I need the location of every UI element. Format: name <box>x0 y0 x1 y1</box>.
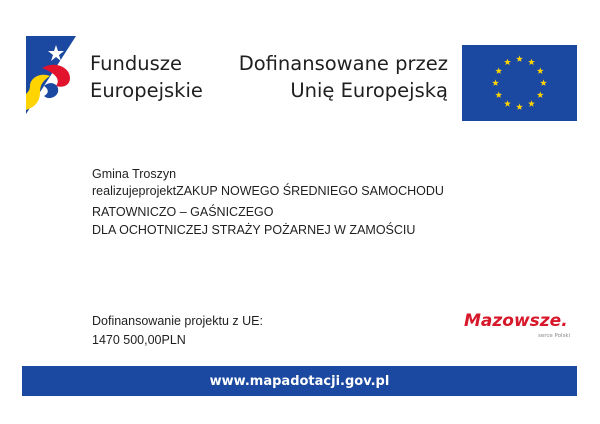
fundusze-europejskie-logo <box>22 34 78 118</box>
mazowsze-logo <box>460 306 580 346</box>
beneficiary-name: Gmina Troszyn <box>92 167 177 181</box>
dofinansowane-line-1: Dofinansowane przez <box>238 52 448 75</box>
fundusze-europejskie-text <box>90 50 203 104</box>
funding-label: Dofinansowanie projektu z UE: <box>92 314 263 328</box>
project-title-line-1: realizujeprojektZAKUP NOWEGO ŚREDNIEGO SAMOCHODU <box>92 184 444 198</box>
eu-flag-icon <box>462 45 577 121</box>
funding-amount: 1470 500,00PLN <box>92 333 186 347</box>
project-title-line-2: RATOWNICZO – GAŚNICZEGO <box>92 205 274 219</box>
dofinansowane-text <box>214 50 448 104</box>
mazowsze-tagline: serce Polski <box>538 333 571 339</box>
footer-bar <box>22 366 577 396</box>
mazowsze-wordmark: Mazowsze. <box>464 311 568 331</box>
fundusze-line-1: Fundusze <box>90 52 182 75</box>
project-title-line-3: DLA OCHOTNICZEJ STRAŻY POŻARNEJ W ZAMOŚCIU <box>92 223 416 237</box>
fundusze-line-2: Europejskie <box>90 79 203 102</box>
footer-url-link[interactable]: www.mapadotacji.gov.pl <box>209 373 390 389</box>
dofinansowane-line-2: Unię Europejską <box>290 79 448 102</box>
